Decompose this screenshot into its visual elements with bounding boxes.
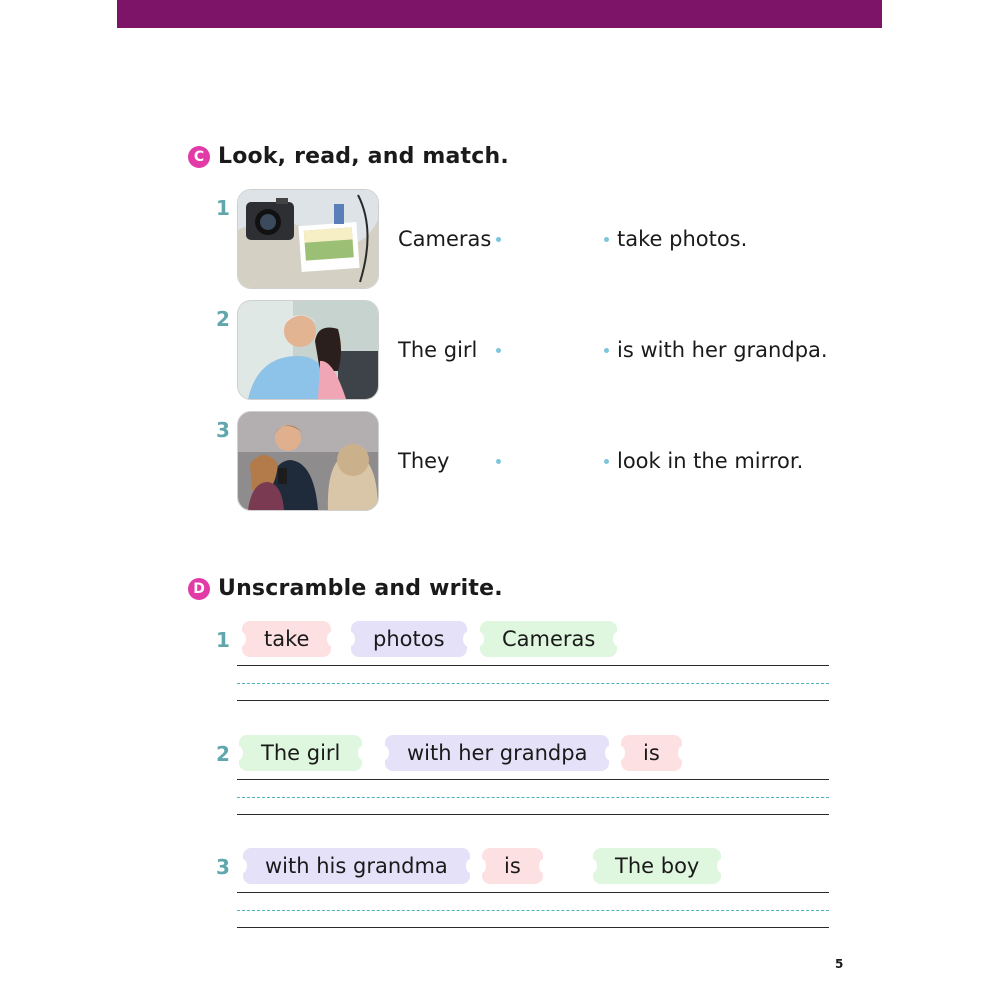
match-left-text: Cameras xyxy=(398,227,492,251)
writing-line-top[interactable] xyxy=(237,665,829,666)
match-left-text: They xyxy=(398,449,450,473)
match-right-text: look in the mirror. xyxy=(617,449,804,473)
word-chip[interactable]: The boy xyxy=(593,848,721,884)
writing-line-top[interactable] xyxy=(237,892,829,893)
word-chip[interactable]: is xyxy=(621,735,682,771)
match-dot-left[interactable] xyxy=(496,348,501,353)
unscramble-number: 2 xyxy=(216,742,230,766)
match-right-text: take photos. xyxy=(617,227,748,251)
writing-line-bottom xyxy=(237,814,829,815)
writing-line-middle xyxy=(237,683,829,684)
word-chip[interactable]: The girl xyxy=(239,735,362,771)
unscramble-number: 3 xyxy=(216,855,230,879)
writing-line-middle xyxy=(237,797,829,798)
word-chip[interactable]: is xyxy=(482,848,543,884)
match-number: 2 xyxy=(216,307,230,331)
camera-photos-image xyxy=(237,189,379,289)
grandpa-girl-image xyxy=(237,300,379,400)
match-number: 3 xyxy=(216,418,230,442)
match-dot-right[interactable] xyxy=(604,348,609,353)
match-left-text: The girl xyxy=(398,338,478,362)
section-d-heading xyxy=(188,576,503,601)
match-right-text: is with her grandpa. xyxy=(617,338,828,362)
match-dot-right[interactable] xyxy=(604,237,609,242)
unscramble-number: 1 xyxy=(216,628,230,652)
match-dot-left[interactable] xyxy=(496,459,501,464)
match-number: 1 xyxy=(216,196,230,220)
writing-line-bottom xyxy=(237,700,829,701)
writing-line-middle xyxy=(237,910,829,911)
header-bar xyxy=(117,0,882,28)
word-chip[interactable]: with her grandpa xyxy=(385,735,609,771)
family-phone-image xyxy=(237,411,379,511)
section-c-badge: C xyxy=(188,146,210,168)
match-dot-left[interactable] xyxy=(496,237,501,242)
writing-line-bottom xyxy=(237,927,829,928)
page-number: 5 xyxy=(835,957,844,971)
writing-line-top[interactable] xyxy=(237,779,829,780)
section-c-title: Look, read, and match. xyxy=(218,144,509,169)
match-dot-right[interactable] xyxy=(604,459,609,464)
section-c-heading xyxy=(188,144,509,169)
word-chip[interactable]: Cameras xyxy=(480,621,617,657)
section-d-title: Unscramble and write. xyxy=(218,576,503,601)
word-chip[interactable]: photos xyxy=(351,621,467,657)
section-d-badge: D xyxy=(188,578,210,600)
word-chip[interactable]: take xyxy=(242,621,331,657)
word-chip[interactable]: with his grandma xyxy=(243,848,470,884)
